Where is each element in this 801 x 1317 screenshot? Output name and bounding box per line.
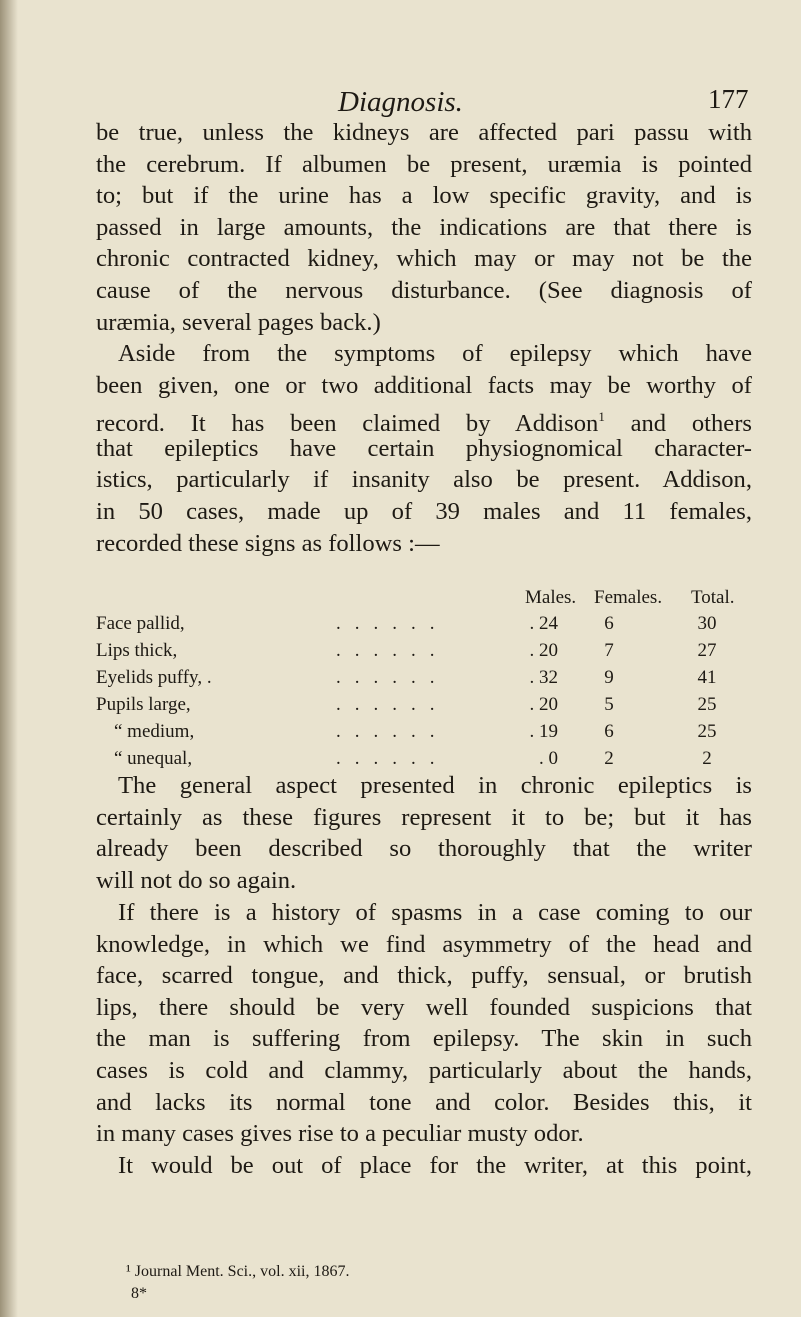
row-label: “ medium, <box>114 721 195 742</box>
paragraph-5 <box>96 1150 752 1182</box>
males-value: . 24 <box>529 613 558 634</box>
females-value: 2 <box>604 748 614 769</box>
text-line: in 50 cases, made up of 39 males and 11 females, <box>96 497 752 525</box>
text-line: to; but if the urine has a low specific gravity, and is <box>96 182 752 210</box>
females-value: 6 <box>604 721 614 742</box>
text-line: that epileptics have certain physiognomical character- <box>96 434 752 462</box>
text-line: cause of the nervous disturbance. (See diagnosis of <box>96 276 752 304</box>
table-row <box>96 667 758 694</box>
text-line: knowledge, in which we find asymmetry of the head and <box>96 930 752 958</box>
row-label: Eyelids puffy, . <box>96 667 212 688</box>
page-gutter-shadow <box>0 0 18 1317</box>
text-line <box>96 401 752 438</box>
text-line: If there is a history of spasms in a case coming to our <box>118 899 752 926</box>
females-value: 5 <box>604 694 614 715</box>
signs-table <box>96 587 758 775</box>
females-value: 7 <box>604 640 614 661</box>
males-value: . 32 <box>529 667 558 688</box>
text-line: the man is suffering from epilepsy. The skin in such <box>96 1025 752 1053</box>
text-line: chronic contracted kidney, which may or may not be the <box>96 245 752 273</box>
males-value: . 20 <box>529 640 558 661</box>
text-line: passed in large amounts, the indications are that there is <box>96 213 752 241</box>
text-line: The general aspect presented in chronic epileptics is <box>118 772 752 799</box>
total-value: 41 <box>697 667 717 688</box>
text-fragment: record. It has been claimed by Addison <box>96 410 599 438</box>
table-header <box>96 587 758 613</box>
paragraph-2 <box>96 338 752 559</box>
total-value: 25 <box>697 694 717 715</box>
table-row <box>96 694 758 721</box>
text-line: cases is cold and clammy, particularly about the hands, <box>96 1056 752 1084</box>
signature-mark: 8* <box>131 1285 147 1302</box>
text-line: be true, unless the kidneys are affected pari passu with <box>96 119 752 146</box>
males-value: . 0 <box>539 748 558 769</box>
text-line: certainly as these figures represent it to be; but it has <box>96 803 752 831</box>
text-line: istics, particularly if insanity also be present. Addison, <box>96 466 752 494</box>
row-label: Pupils large, <box>96 694 191 715</box>
table-row <box>96 613 758 640</box>
text-line: already been described so thoroughly that the writer <box>96 835 752 863</box>
text-line: face, scarred tongue, and thick, puffy, sensual, or brutish <box>96 962 752 990</box>
males-value: . 19 <box>529 721 558 742</box>
footnote-reference: 1 <box>598 409 605 425</box>
paragraph-1 <box>96 117 752 338</box>
paragraph-3 <box>96 770 752 896</box>
females-value: 6 <box>604 613 614 634</box>
row-label: Lips thick, <box>96 640 178 661</box>
total-value: 25 <box>697 721 717 742</box>
paragraph-4 <box>96 897 752 1150</box>
leader-dots: ...... <box>336 640 449 661</box>
males-value: . 20 <box>529 694 558 715</box>
text-line: the cerebrum. If albumen be present, uræmia is pointed <box>96 150 752 178</box>
footnote: ¹ Journal Ment. Sci., vol. xii, 1867. <box>126 1263 350 1280</box>
females-value: 9 <box>604 667 614 688</box>
column-header-males: Males. <box>525 587 577 608</box>
text-line: lips, there should be very well founded suspicions that <box>96 993 752 1021</box>
table-row <box>96 721 758 748</box>
page-number: 177 <box>708 84 749 114</box>
text-line: Aside from the symptoms of epilepsy which have <box>118 340 752 367</box>
text-line: recorded these signs as follows :— <box>96 529 440 557</box>
leader-dots: ...... <box>336 721 449 742</box>
text-line: uræmia, several pages back.) <box>96 308 381 336</box>
table-row <box>96 640 758 667</box>
text-line: and lacks its normal tone and color. Besides this, it <box>96 1088 752 1116</box>
text-line: in many cases gives rise to a peculiar musty odor. <box>96 1120 584 1148</box>
leader-dots: ...... <box>336 748 449 769</box>
column-header-females: Females. <box>594 587 663 608</box>
total-value: 30 <box>697 613 717 634</box>
row-label: Face pallid, <box>96 613 185 634</box>
total-value: 27 <box>697 640 717 661</box>
text-line: been given, one or two additional facts may be worthy of <box>96 371 752 399</box>
text-fragment: and others <box>630 410 752 438</box>
row-label: “ unequal, <box>114 748 193 769</box>
text-line: will not do so again. <box>96 866 297 894</box>
total-value: 2 <box>702 748 712 769</box>
column-header-total: Total. <box>691 587 735 608</box>
leader-dots: ...... <box>336 667 449 688</box>
text-line: It would be out of place for the writer, at this point, <box>118 1152 752 1179</box>
running-title: Diagnosis. <box>338 86 463 118</box>
leader-dots: ...... <box>336 613 449 634</box>
leader-dots: ...... <box>336 694 449 715</box>
